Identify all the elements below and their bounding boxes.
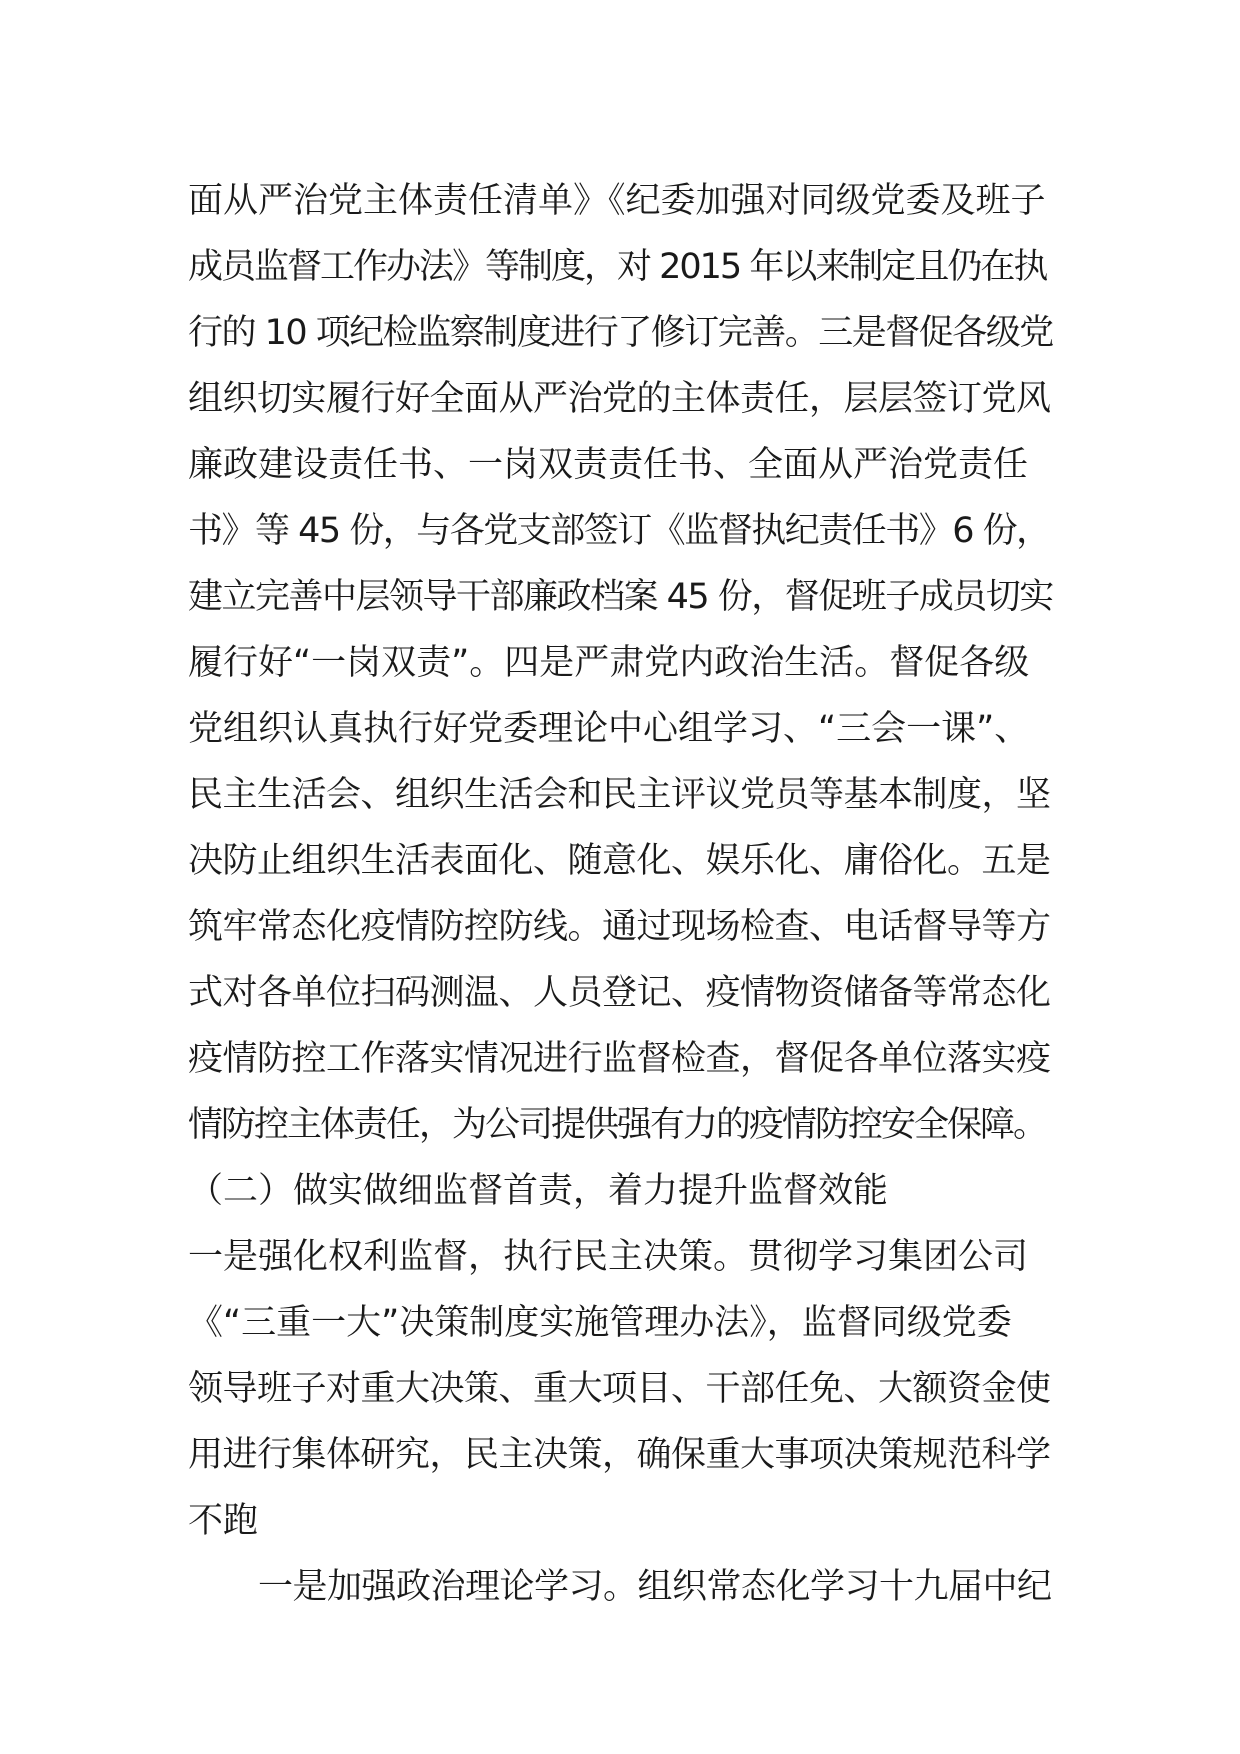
text-line: 履行好“一岗双责”。四是严肃党内政治生活。督促各级 <box>188 643 1030 683</box>
text-line: 民主生活会、组织生活会和民主评议党员等基本制度，坚 <box>188 775 1051 815</box>
text-line: 廉政建设责任书、一岗双责责任书、全面从严治党责任 <box>188 445 1029 485</box>
text-line: 书》等 45 份，与各党支部签订《监督执纪责任书》6 份， <box>188 511 1050 551</box>
text-line: 式对各单位扫码测温、人员登记、疫情物资储备等常态化 <box>188 973 1051 1013</box>
text-line: 领导班子对重大决策、重大项目、干部任免、大额资金使 <box>188 1369 1051 1409</box>
text-line: 行的 10 项纪检监察制度进行了修订完善。三是督促各级党 <box>188 313 1053 353</box>
text-line: 《“三重一大”决策制度实施管理办法》，监督同级党委 <box>188 1303 1012 1343</box>
text-line: 不跑 <box>188 1501 259 1541</box>
section-heading: （二）做实做细监督首责，着力提升监督效能 <box>188 1171 889 1211</box>
text-line: 筑牢常态化疫情防控防线。通过现场检查、电话督导等方 <box>188 907 1051 947</box>
text-line: 成员监督工作办法》等制度，对 2015 年以来制定且仍在执 <box>188 247 1047 287</box>
text-line: 组织切实履行好全面从严治党的主体责任，层层签订党风 <box>188 379 1051 419</box>
text-line: 党组织认真执行好党委理论中心组学习、“三会一课”、 <box>188 709 1030 749</box>
text-line: 疫情防控工作落实情况进行监督检查，督促各单位落实疫 <box>188 1039 1051 1079</box>
text-line: 情防控主体责任，为公司提供强有力的疫情防控安全保障。 <box>188 1105 1047 1145</box>
text-line: 面从严治党主体责任清单》《纪委加强对同级党委及班子 <box>188 181 1046 221</box>
text-line: 决防止组织生活表面化、随意化、娱乐化、庸俗化。五是 <box>188 841 1051 881</box>
text-line: 建立完善中层领导干部廉政档案 45 份，督促班子成员切实 <box>188 577 1053 617</box>
text-line: 一是强化权利监督，执行民主决策。贯彻学习集团公司 <box>188 1237 1029 1277</box>
paragraph-start-line: 一是加强政治理论学习。组织常态化学习十九届中纪 <box>258 1567 1052 1607</box>
text-line: 用进行集体研究，民主决策，确保重大事项决策规范科学 <box>188 1435 1051 1475</box>
document-body <box>188 168 1058 1620</box>
